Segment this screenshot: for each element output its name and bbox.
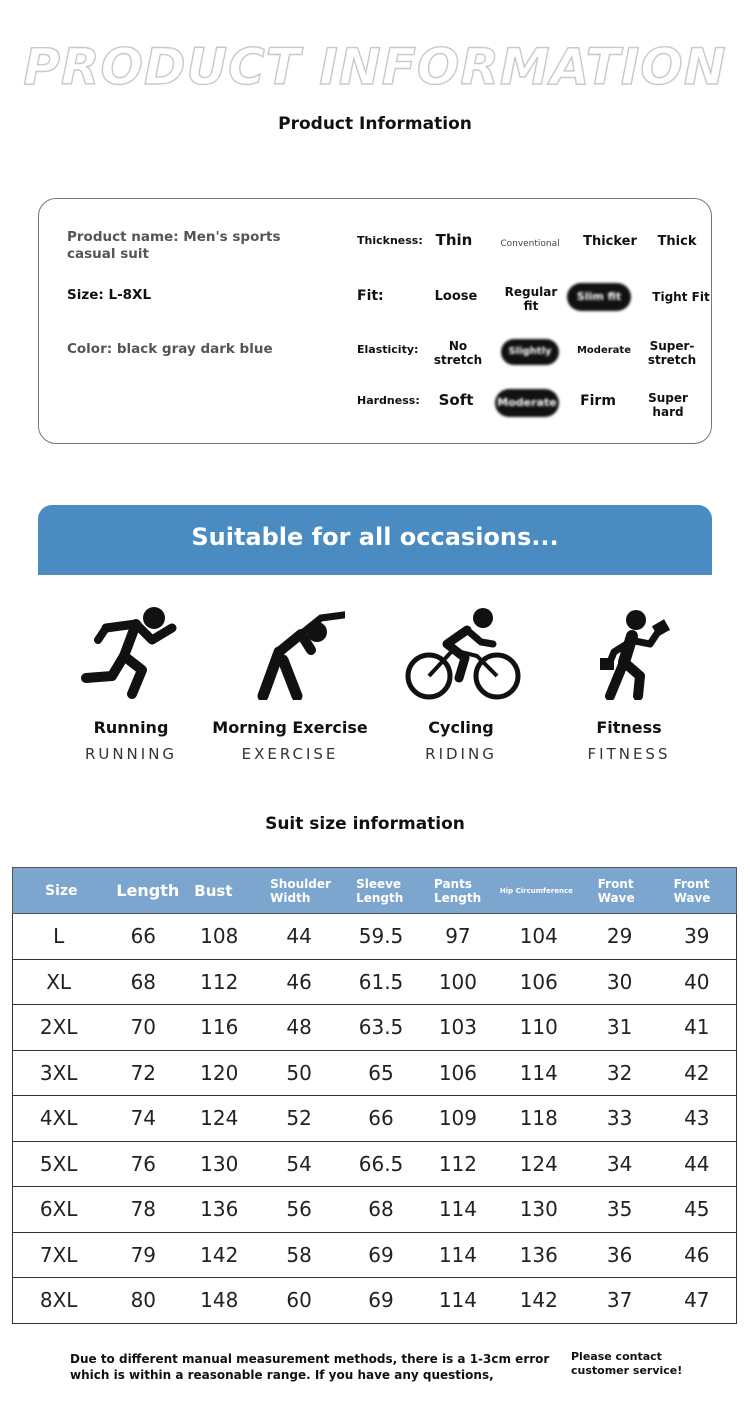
table-cell: 110 [496,1005,582,1051]
table-cell: 61.5 [342,959,420,1005]
col-header-pants-length: Pants Length [420,868,496,914]
table-cell: 59.5 [342,914,420,960]
table-cell: 50 [256,1050,342,1096]
table-cell: 69 [342,1278,420,1324]
table-cell: 142 [182,1232,256,1278]
table-row [13,1050,737,1096]
thickness-option: Conventional [500,239,560,249]
table-cell: 40 [658,959,737,1005]
hardness-label: Hardness: [357,394,420,407]
table-cell: 148 [182,1278,256,1324]
thickness-option: Thicker [583,234,637,249]
table-cell: 46 [256,959,342,1005]
table-cell: 136 [496,1232,582,1278]
occasion-en: FITNESS [587,745,671,763]
table-cell: 116 [182,1005,256,1051]
table-row [13,1278,737,1324]
product-size: Size: L-8XL [67,287,152,303]
table-cell: 76 [104,1141,182,1187]
table-cell: 36 [582,1232,658,1278]
table-cell: 52 [256,1096,342,1142]
page-title: Product Information [278,114,472,134]
table-cell: 114 [420,1187,496,1233]
table-cell: 78 [104,1187,182,1233]
thickness-option: Thick [657,234,697,249]
occasion-name: Fitness [596,718,662,737]
table-cell: 130 [496,1187,582,1233]
table-cell: 112 [420,1141,496,1187]
table-cell: 33 [582,1096,658,1142]
table-cell: 30 [582,959,658,1005]
thickness-label: Thickness: [357,234,423,247]
table-cell: 56 [256,1187,342,1233]
hardness-option: Soft [438,391,474,409]
table-cell: 79 [104,1232,182,1278]
measurement-note: Due to different manual measurement methods, there is a 1-3cm error which is within a reasonable range. If you have any questions, [70,1352,550,1382]
elasticity-selected-pill: Slightly [501,339,559,365]
col-header-sleeve-length: Sleeve Length [342,868,420,914]
table-cell: 100 [420,959,496,1005]
fit-option: Loose [434,289,478,304]
table-row [13,914,737,960]
product-info-box [38,198,712,444]
table-cell: 118 [496,1096,582,1142]
table-cell: 29 [582,914,658,960]
hardness-option: Firm [580,393,616,409]
table-cell: 58 [256,1232,342,1278]
occasion-name: Running [93,718,169,737]
table-cell: 108 [182,914,256,960]
table-cell: 60 [256,1278,342,1324]
table-cell: 114 [420,1232,496,1278]
elasticity-label: Elasticity: [357,343,419,356]
table-cell: 103 [420,1005,496,1051]
table-cell: 44 [256,914,342,960]
table-cell: 5XL [13,1141,105,1187]
table-cell: 35 [582,1187,658,1233]
table-cell: XL [13,959,105,1005]
col-header-bust: Bust [182,868,256,914]
table-cell: 6XL [13,1187,105,1233]
table-cell: 63.5 [342,1005,420,1051]
table-cell: 130 [182,1141,256,1187]
table-cell: 2XL [13,1005,105,1051]
table-cell: 106 [420,1050,496,1096]
size-table-title: Suit size information [265,814,465,834]
table-cell: 104 [496,914,582,960]
table-cell: 68 [104,959,182,1005]
table-cell: 80 [104,1278,182,1324]
table-cell: 120 [182,1050,256,1096]
occasion-en: RIDING [425,745,497,763]
running-icon [76,600,186,700]
table-row [13,1005,737,1051]
size-table [12,867,737,1324]
occasion-fitness [544,600,714,763]
occasion-exercise [205,600,375,763]
table-cell: 32 [582,1050,658,1096]
table-cell: 68 [342,1187,420,1233]
table-cell: 124 [496,1141,582,1187]
table-cell: 45 [658,1187,737,1233]
table-cell: 41 [658,1005,737,1051]
table-cell: 44 [658,1141,737,1187]
elasticity-option: No stretch [433,339,483,367]
table-cell: 69 [342,1232,420,1278]
table-cell: 48 [256,1005,342,1051]
hero-title: PRODUCT INFORMATION [23,38,727,96]
col-header-size: Size [13,868,105,914]
fit-selected-pill: Slim fit [567,283,631,311]
table-cell: 124 [182,1096,256,1142]
occasion-en: EXERCISE [241,745,339,763]
thickness-option: Thin [435,231,473,249]
table-cell: 39 [658,914,737,960]
table-cell: 4XL [13,1096,105,1142]
table-row [13,1096,737,1142]
contact-note: Please contact customer service! [571,1350,683,1377]
table-cell: 106 [496,959,582,1005]
table-row [13,1187,737,1233]
elasticity-option: Super-stretch [647,339,697,367]
table-cell: 66.5 [342,1141,420,1187]
table-cell: 43 [658,1096,737,1142]
table-cell: 47 [658,1278,737,1324]
table-cell: 66 [342,1096,420,1142]
exercise-icon [235,600,345,700]
hardness-selected-pill: Moderate [495,389,559,417]
table-cell: 74 [104,1096,182,1142]
table-cell: 54 [256,1141,342,1187]
occasion-cycling [376,600,546,763]
table-cell: 114 [420,1278,496,1324]
occasion-name: Morning Exercise [212,718,368,737]
table-header-row [13,868,737,914]
table-cell: 37 [582,1278,658,1324]
occasions-banner [38,505,712,575]
table-row [13,959,737,1005]
product-name: Product name: Men's sports casual suit [67,229,281,262]
col-header-hip-circumference: Hip Circumference [496,868,582,914]
table-cell: 34 [582,1141,658,1187]
table-cell: 114 [496,1050,582,1096]
table-row [13,1232,737,1278]
table-cell: 112 [182,959,256,1005]
table-cell: 8XL [13,1278,105,1324]
fitness-icon [574,600,684,700]
col-header-length: Length [104,868,182,914]
table-cell: 136 [182,1187,256,1233]
table-cell: 46 [658,1232,737,1278]
table-cell: 109 [420,1096,496,1142]
table-cell: 65 [342,1050,420,1096]
table-cell: 7XL [13,1232,105,1278]
table-cell: 3XL [13,1050,105,1096]
cycling-icon [401,600,521,700]
fit-option: Regular fit [504,285,558,313]
table-cell: 66 [104,914,182,960]
table-cell: 70 [104,1005,182,1051]
col-header-front-wave-2: Front Wave [658,868,737,914]
table-cell: 72 [104,1050,182,1096]
product-color: Color: black gray dark blue [67,341,273,357]
table-cell: 142 [496,1278,582,1324]
hardness-option: Super hard [648,391,688,419]
col-header-front-wave: Front Wave [582,868,658,914]
occasions-banner-text: Suitable for all occasions... [191,523,559,551]
table-cell: 97 [420,914,496,960]
occasion-name: Cycling [428,718,494,737]
elasticity-option: Moderate [576,345,631,356]
fit-option: Tight Fit [652,290,710,304]
fit-label: Fit: [357,288,384,304]
col-header-shoulder-width: Shoulder Width [256,868,342,914]
occasion-en: RUNNING [84,745,178,763]
occasion-running [46,600,216,763]
table-cell: 42 [658,1050,737,1096]
table-row [13,1141,737,1187]
table-cell: 31 [582,1005,658,1051]
table-cell: L [13,914,105,960]
